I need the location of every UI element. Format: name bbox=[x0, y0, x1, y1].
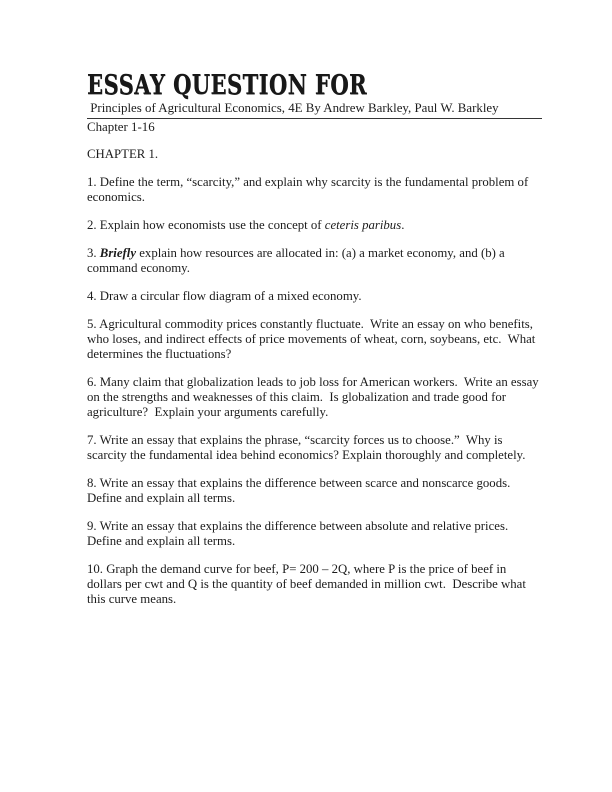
question-3-text-end: explain how resources are allocated in: (a) a market economy, and (b) a command economy. bbox=[87, 246, 508, 275]
question-2-italic-term: ceteris paribus bbox=[324, 218, 402, 232]
question-2-text: 2. Explain how economists use the concept of bbox=[87, 218, 325, 232]
book-reference: Principles of Agricultural Economics, 4E By Andrew Barkley, Paul W. Barkley bbox=[87, 101, 499, 115]
question-9: 9. Write an essay that explains the difference between absolute and relative prices. Define and explain all terms. bbox=[87, 519, 512, 548]
chapter-range: Chapter 1-16 bbox=[87, 120, 155, 134]
section-heading: CHAPTER 1. bbox=[87, 147, 159, 161]
question-6: 6. Many claim that globalization leads to job loss for American workers. Write an essay on the strengths and weaknesses of this claim. Is globalization and trade good for agriculture? Explain your arguments carefully. bbox=[87, 375, 542, 419]
question-2-text-end: . bbox=[401, 218, 405, 232]
question-8: 8. Write an essay that explains the difference between scarce and nonscarce goods. Define and explain all terms. bbox=[87, 476, 514, 505]
question-3-number: 3. bbox=[87, 246, 100, 260]
question-5: 5. Agricultural commodity prices constantly fluctuate. Write an essay on who benefits, who loses, and indirect effects of price movements of wheat, corn, soybeans, etc. What determines the fluctuations? bbox=[87, 317, 539, 361]
question-3 bbox=[87, 246, 542, 276]
page-content bbox=[87, 72, 542, 620]
book-reference-row bbox=[87, 101, 542, 119]
question-4: 4. Draw a circular flow diagram of a mixed economy. bbox=[87, 289, 362, 303]
question-10: 10. Graph the demand curve for beef, P= 200 – 2Q, where P is the price of beef in dollars per cwt and Q is the quantity of beef demanded in million cwt. Describe what this curve means. bbox=[87, 562, 530, 606]
question-2 bbox=[87, 218, 542, 233]
question-7: 7. Write an essay that explains the phrase, “scarcity forces us to choose.” Why is scarcity the fundamental idea behind economics? Explain thoroughly and completely. bbox=[87, 433, 526, 462]
question-3-emphasis: Briefly bbox=[99, 246, 137, 260]
page-title: ESSAY QUESTION FOR bbox=[87, 70, 367, 101]
document-header bbox=[87, 72, 542, 135]
question-list bbox=[87, 147, 542, 607]
question-1: 1. Define the term, “scarcity,” and explain why scarcity is the fundamental problem of economics. bbox=[87, 175, 532, 204]
